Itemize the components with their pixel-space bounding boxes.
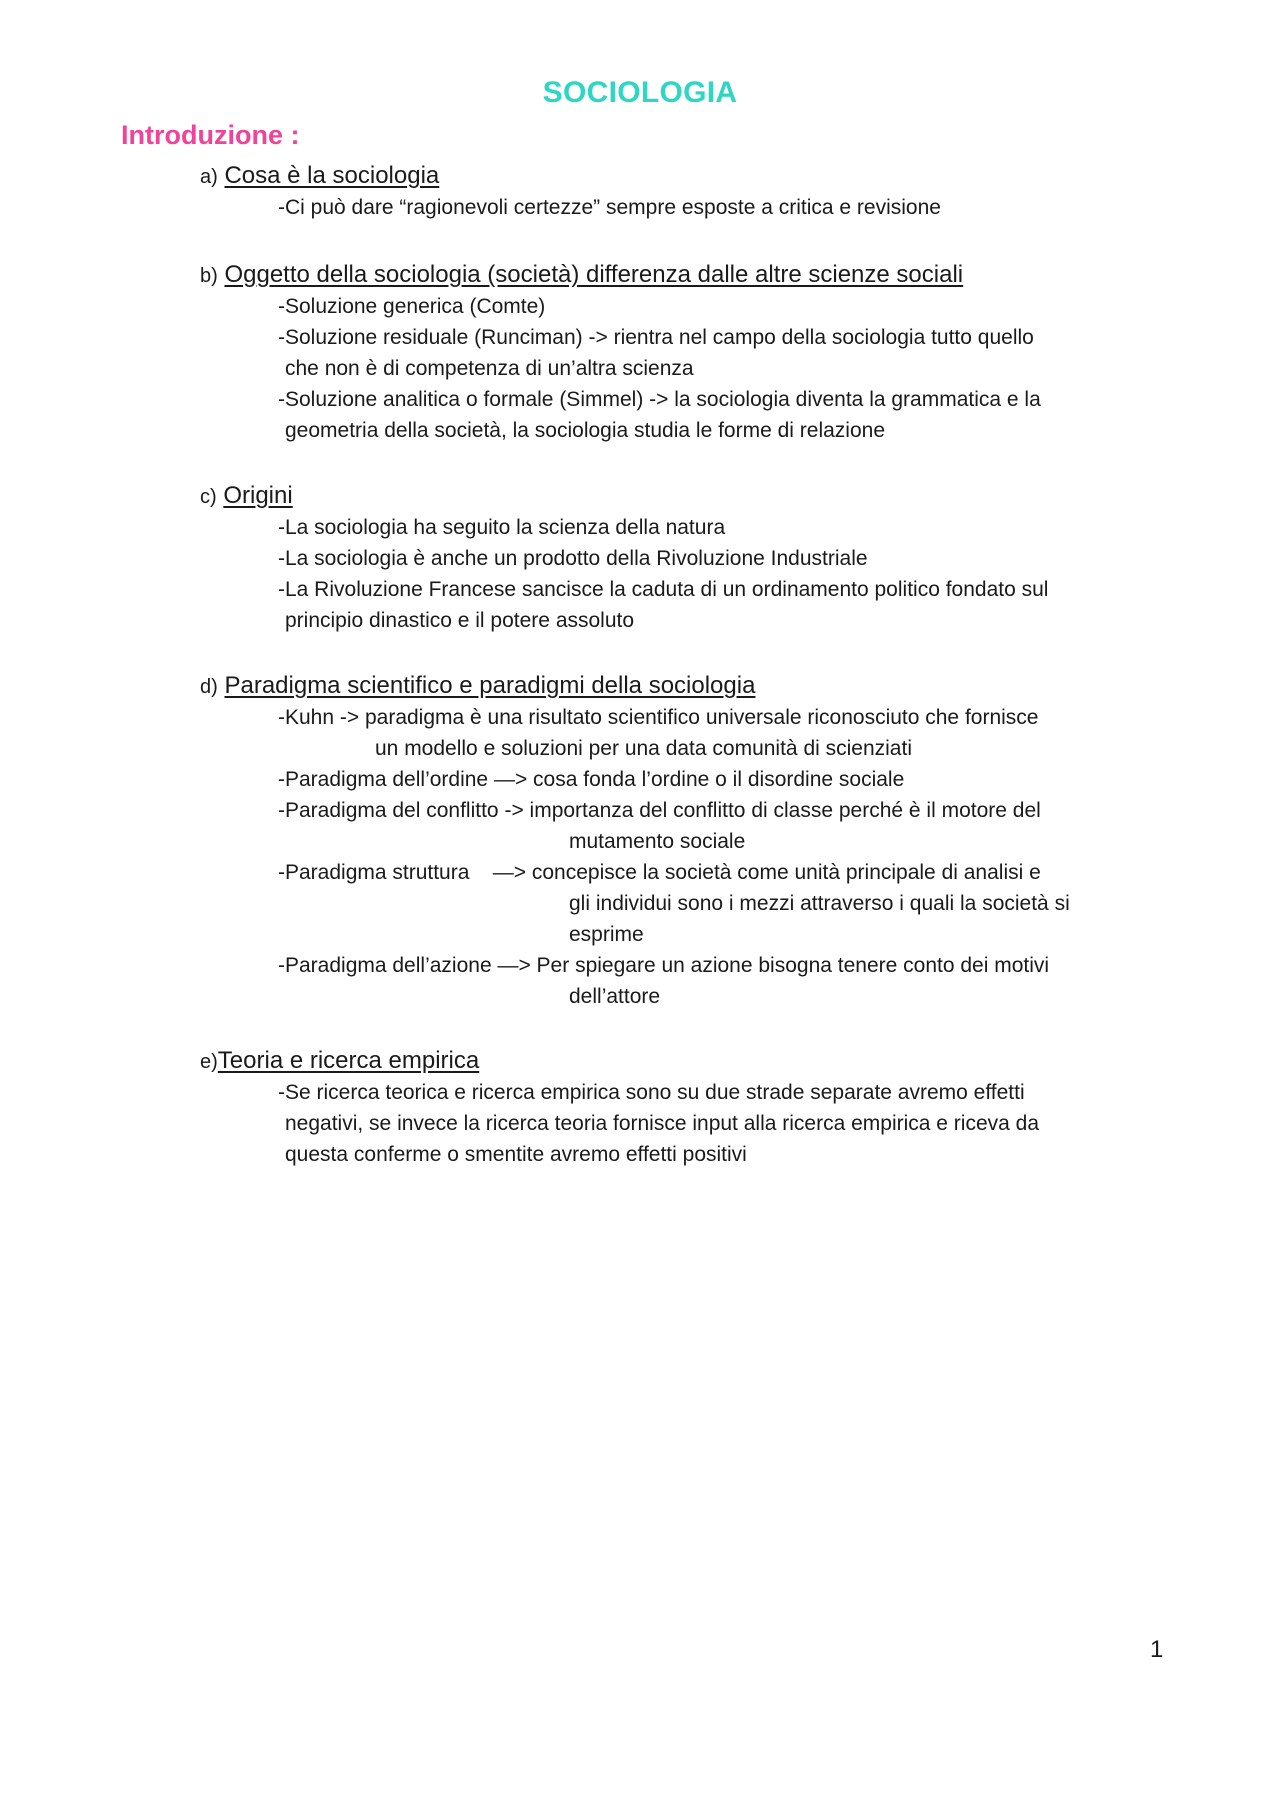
text-line: -Kuhn -> paradigma è una risultato scientifico universale riconosciuto che fornisce	[278, 706, 1039, 729]
section-d	[200, 670, 1200, 1012]
section-letter: e)	[200, 1051, 218, 1073]
text-line: dell’attore	[569, 985, 661, 1008]
section-heading	[200, 670, 1200, 702]
section-heading	[200, 1045, 1200, 1077]
text-line: esprime	[569, 923, 644, 946]
section-letter: a)	[200, 166, 218, 188]
text-line: -Paradigma dell’azione —> Per spiegare un azione bisogna tenere conto dei motivi	[278, 954, 1050, 977]
text-line: -Paradigma del conflitto -> importanza del conflitto di classe perché è il motore del	[278, 799, 1041, 822]
text-line: -Paradigma struttura —> concepisce la società come unità principale di analisi e	[278, 861, 1041, 884]
text-line: -Soluzione residuale (Runciman) -> rientra nel campo della sociologia tutto quello	[278, 326, 1034, 349]
text-line: -Ci può dare “ragionevoli certezze” sempre esposte a critica e revisione	[278, 196, 941, 219]
text-line: negativi, se invece la ricerca teoria fornisce input alla ricerca empirica e riceva da	[285, 1112, 1040, 1135]
section-e	[200, 1045, 1200, 1170]
text-line: -Soluzione analitica o formale (Simmel) -> la sociologia diventa la grammatica e la	[278, 388, 1041, 411]
section-title: Cosa è la sociologia	[224, 162, 440, 189]
section-heading	[200, 480, 1200, 512]
text-line: -Soluzione generica (Comte)	[278, 295, 546, 318]
section-title: Oggetto della sociologia (società) differenza dalle altre scienze sociali	[224, 261, 964, 288]
text-line: principio dinastico e il potere assoluto	[285, 609, 635, 632]
text-line: -Paradigma dell’ordine —> cosa fonda l’ordine o il disordine sociale	[278, 768, 905, 791]
text-line: questa conferme o smentite avremo effetti positivi	[285, 1143, 747, 1166]
section-c	[200, 480, 1200, 636]
text-line: mutamento sociale	[569, 830, 746, 853]
text-line: gli individui sono i mezzi attraverso i quali la società si	[569, 892, 1070, 915]
section-title: Teoria e ricerca empirica	[217, 1047, 480, 1074]
section-letter: d)	[200, 676, 218, 698]
text-line: un modello e soluzioni per una data comunità di scienziati	[375, 737, 912, 760]
section-letter: b)	[200, 265, 218, 287]
text-line: -La sociologia ha seguito la scienza della natura	[278, 516, 726, 539]
intro-heading: Introduzione :	[121, 120, 300, 150]
text-line: -La sociologia è anche un prodotto della Rivoluzione Industriale	[278, 547, 868, 570]
section-heading	[200, 259, 1200, 291]
section-title: Paradigma scientifico e paradigmi della sociologia	[224, 672, 756, 699]
text-line: -La Rivoluzione Francese sancisce la caduta di un ordinamento politico fondato sul	[278, 578, 1049, 601]
text-line: geometria della società, la sociologia studia le forme di relazione	[285, 419, 885, 442]
section-a	[200, 160, 1200, 223]
section-letter: c)	[200, 486, 217, 508]
document-title: SOCIOLOGIA	[542, 76, 738, 109]
section-heading	[200, 160, 1200, 192]
text-line: che non è di competenza di un’altra scienza	[285, 357, 694, 380]
section-title: Origini	[223, 482, 293, 509]
page-number: 1	[1150, 1636, 1164, 1663]
section-b	[200, 259, 1200, 446]
text-line: -Se ricerca teorica e ricerca empirica sono su due strade separate avremo effetti	[278, 1081, 1025, 1104]
